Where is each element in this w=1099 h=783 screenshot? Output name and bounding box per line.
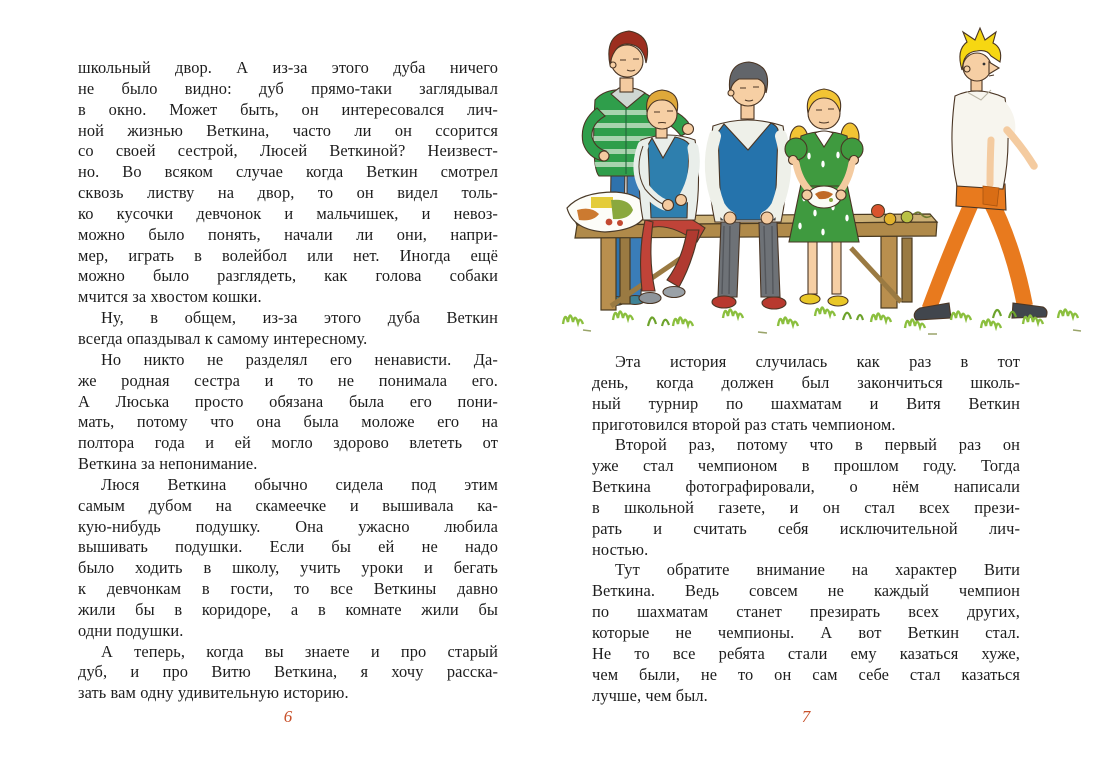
text-line: самым дубом на скамеечке и вышивала ка- bbox=[78, 495, 498, 515]
text-line: которые не чемпионы. А вот Веткин стал. bbox=[592, 622, 1020, 642]
text-line: всегда опаздывал к самому интересному. bbox=[78, 328, 368, 348]
text-line: чем были, не то он сам себе стал казаться bbox=[592, 664, 1020, 684]
text-line: Тут обратите внимание на характер Вити bbox=[615, 560, 1020, 580]
text-line: сквозь листву на двор, то он видел толь- bbox=[78, 183, 498, 203]
text-line: мер, играть в волейбол или нет. Иногда ещё bbox=[78, 245, 498, 265]
walking-boy-figure bbox=[914, 28, 1047, 320]
text-line: Второй раз, потому что в первый раз он bbox=[615, 435, 1020, 455]
grass bbox=[563, 308, 1081, 335]
text-line: но. Во всяком случае когда Веткин смотрел bbox=[78, 162, 498, 182]
text-line: можно было понять, начали ли они, напри- bbox=[78, 224, 498, 244]
text-line: было ходить в школу, учить уроки и бегать bbox=[78, 558, 498, 578]
text-line: день, когда должен был закончиться школь- bbox=[592, 372, 1020, 392]
text-line: Эта история случилась как раз в тот bbox=[615, 352, 1020, 371]
right-page-number: 7 bbox=[801, 707, 811, 726]
text-line: Ну, в общем, из-за этого дуба Веткин bbox=[101, 308, 498, 328]
text-line: Веткина. Ведь совсем не каждый чемпион bbox=[592, 581, 1020, 601]
text-line: ностью. bbox=[592, 539, 649, 559]
text-line: Веткина за непонимание. bbox=[78, 454, 258, 474]
left-page-number: 6 bbox=[283, 707, 293, 726]
text-line: одни подушки. bbox=[78, 620, 184, 640]
text-line: в окно. Может быть, он интересовался лич- bbox=[78, 99, 498, 119]
text-line: жили бы в коридоре, а в комнате жили бы bbox=[78, 599, 498, 619]
text-line: по шахматам станет презирать всех других, bbox=[592, 602, 1020, 622]
blond-boy-figure bbox=[639, 90, 705, 304]
text-line: ный турнир по шахматам и Витя Веткин bbox=[592, 393, 1020, 413]
text-line: ной жизнью Веткина, часто ли он ссорится bbox=[78, 120, 498, 140]
text-line: Не то все ребята стали ему казаться хуже, bbox=[592, 643, 1020, 663]
left-page-text bbox=[78, 58, 498, 704]
text-line: рать и считать себя исключительной лич- bbox=[592, 518, 1020, 538]
text-line: не было видно: дуб прямо-таки заглядывал bbox=[78, 78, 498, 98]
middle-boy-figure bbox=[709, 62, 786, 309]
text-line: мчится за хвостом кошки. bbox=[78, 287, 262, 307]
text-line: мать, потому что она была моложе его на bbox=[78, 412, 498, 432]
text-line: со своей сестрой, Люсей Веткиной? Неизвест- bbox=[78, 141, 498, 161]
right-page-text bbox=[592, 352, 1020, 706]
text-line: ко кусочки девчонок и мальчишек, и невоз- bbox=[78, 203, 498, 223]
text-line: к девчонкам в гости, то все Веткины давно bbox=[78, 579, 498, 599]
text-line: Но никто не разделял его ненависти. Да- bbox=[101, 349, 498, 369]
text-line: дуб, и про Витю Веткина, я хочу расска- bbox=[78, 662, 498, 682]
text-line: можно было разглядеть, как голова собаки bbox=[78, 266, 498, 286]
girl-figure bbox=[785, 89, 863, 306]
text-line: Люся Веткина обычно сидела под этим bbox=[101, 474, 498, 494]
text-line: вышивать подушки. Если бы ей не надо bbox=[78, 537, 498, 557]
text-line: Веткина фотографировали, о нём написали bbox=[592, 477, 1020, 497]
text-line: А теперь, когда вы знаете и про старый bbox=[101, 641, 498, 661]
text-line: школьный двор. А из-за этого дуба ничего bbox=[78, 58, 498, 77]
text-line: полтора года и ей могло здорово влететь от bbox=[78, 433, 498, 453]
text-line: приготовился второй раз стать чемпионом. bbox=[592, 414, 896, 434]
text-line: зать вам одну удивительную историю. bbox=[78, 683, 349, 703]
text-line: кую-нибудь подушку. Она ужасно любила bbox=[78, 516, 498, 536]
text-line: лучше, чем был. bbox=[592, 685, 708, 705]
text-line: А Люська просто обязана была его пони- bbox=[78, 391, 498, 411]
text-line: уже стал чемпионом в прошлом году. Тогда bbox=[592, 456, 1020, 476]
text-line: же родная сестра и то не понимала его. bbox=[78, 370, 498, 390]
bench-illustration bbox=[553, 8, 1090, 348]
text-line: в школьной газете, и он стал всех прези- bbox=[592, 497, 1020, 517]
